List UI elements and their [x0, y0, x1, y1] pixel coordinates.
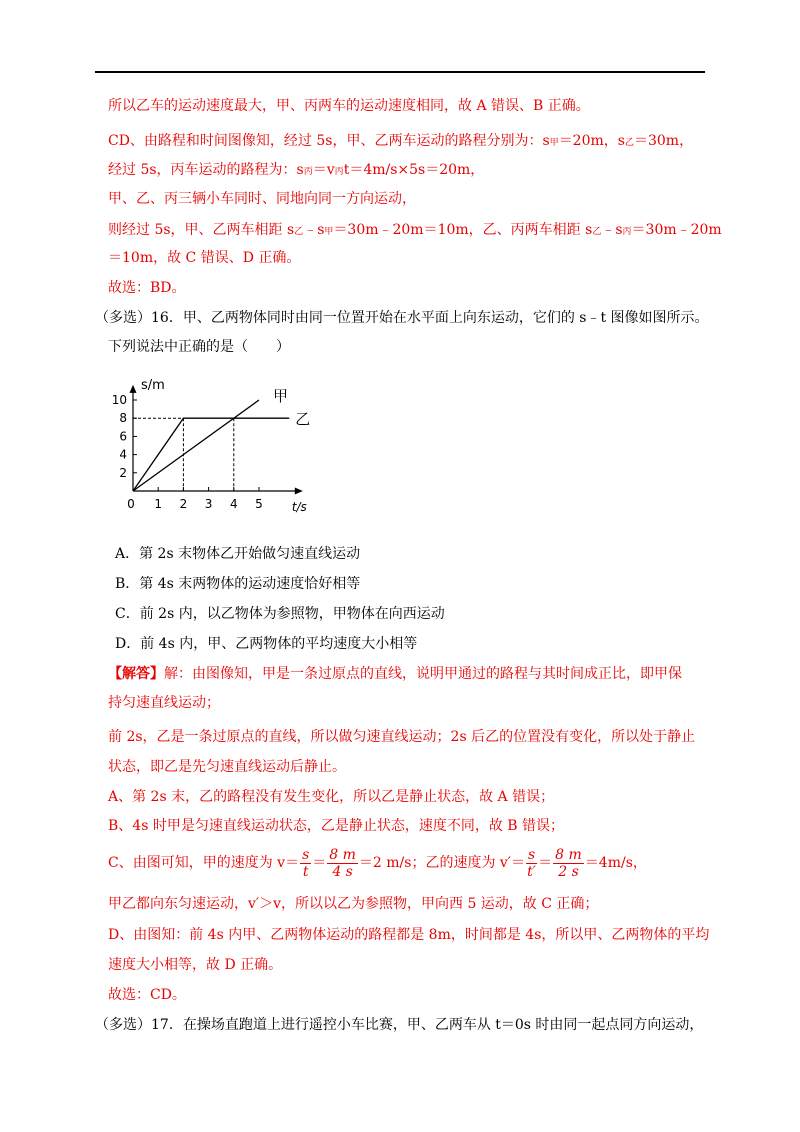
x-tick-label: 3 [204, 497, 213, 511]
header-rule [95, 71, 705, 73]
fraction-8m-over-4s: $\frac{8 m}{4 s}$ [329, 846, 356, 880]
s-t-chart [110, 362, 340, 522]
fraction-s-over-t: $\frac{s}{t}$ [302, 846, 310, 880]
y-axis-label: s/m [141, 377, 165, 393]
fraction-8m-over-2s: $\frac{8 m}{2 s}$ [555, 846, 582, 880]
solution-line-6: B、4s 时甲是匀速直线运动状态，乙是静止状态，速度不同，故 B 错误； [108, 818, 565, 834]
series-line-yi [133, 418, 289, 491]
option-a: A．第 2s 末物体乙开始做匀速直线运动 [115, 546, 361, 562]
prev-answer-choice: 故选：BD。 [108, 280, 186, 296]
solution-line-2: 持匀速直线运动； [108, 695, 220, 711]
solution-line-1: 【解答】解：由图像知，甲是一条过原点的直线，说明甲通过的路程与其时间成正比，即甲保 [108, 666, 682, 682]
series-label-jia: 甲 [273, 387, 289, 405]
y-tick-label: 10 [111, 393, 127, 407]
solution-line-4: 状态，即乙是先匀速直线运动后静止。 [108, 759, 346, 775]
solution-line-9: D、由图知：前 4s 内甲、乙两物体运动的路程都是 8m，时间都是 4s，所以甲、乙两物体的平均 [108, 927, 710, 943]
prev-answer-line-5: 则经过 5s，甲、乙两车相距 s乙﹣s甲＝30m﹣20m＝10m，乙、丙两车相距 s乙﹣s丙＝30m﹣20m [108, 222, 722, 238]
x-tick-label: 2 [179, 497, 188, 511]
x-tick-label: 4 [229, 497, 238, 511]
x-tick-label: 0 [127, 497, 135, 511]
y-tick-label: 6 [119, 429, 127, 444]
option-b: B．第 4s 末两物体的运动速度恰好相等 [115, 576, 361, 592]
prev-answer-line-3: 经过 5s，丙车运动的路程为：s丙＝v丙t＝4m/s×5s＝20m， [108, 162, 485, 178]
x-tick-label: 1 [154, 497, 163, 511]
solution-line-3: 前 2s，乙是一条过原点的直线，所以做匀速直线运动；2s 后乙的位置没有变化，所以处于静止 [108, 729, 696, 745]
prev-answer-line-1: 所以乙车的运动速度最大，甲、丙两车的运动速度相同，故 A 错误、B 正确。 [108, 98, 590, 114]
prev-answer-line-6: ＝10m，故 C 错误、D 正确。 [108, 250, 301, 266]
y-axis-arrow [130, 385, 137, 393]
solution-line-8: 甲乙都向东匀速运动，v′＞v，所以以乙为参照物，甲向西 5 运动，故 C 正确； [108, 896, 599, 912]
y-tick-label: 4 [119, 447, 127, 462]
solution-choice: 故选：CD。 [108, 987, 186, 1003]
y-tick-label: 8 [119, 411, 127, 426]
option-d: D．前 4s 内，甲、乙两物体的平均速度大小相等 [115, 636, 418, 652]
option-c: C．前 2s 内，以乙物体为参照物，甲物体在向西运动 [115, 606, 445, 622]
y-tick-label: 2 [119, 465, 127, 480]
prev-answer-line-2: CD、由路程和时间图像知，经过 5s，甲、乙两车运动的路程分别为：s甲＝20m，s乙＝30m， [108, 133, 694, 149]
question-17-stem: （多选）17．在操场直跑道上进行遥控小车比赛，甲、乙两车从 t＝0s 时由同一起点同方向运动， [95, 1017, 704, 1033]
x-axis-arrow [295, 488, 303, 495]
prev-answer-line-4: 甲、乙、丙三辆小车同时、同地向同一方向运动， [108, 191, 416, 207]
answer-tag: 【解答】 [108, 666, 164, 682]
series-line-jia [133, 400, 259, 491]
x-axis-label: t/s [291, 500, 307, 514]
solution-line-5: A、第 2s 末，乙的路程没有发生变化，所以乙是静止状态，故 A 错误； [108, 789, 555, 805]
x-tick-label: 5 [255, 497, 263, 511]
solution-line-7: C、由图可知，甲的速度为 v＝ $\frac{s}{t}$ ＝ $\frac{8 m}{4 s}$ ＝2 m/s；乙的速度为 v′＝ $\frac{s}{t'}$ ＝ $\frac{8 m}{2 s}$ ＝4m/s， [108, 846, 647, 880]
fraction-s-over-t-prime: $\frac{s}{t'}$ [527, 846, 536, 880]
solution-line-10: 速度大小相等，故 D 正确。 [108, 957, 283, 973]
question-16-stem: （多选）16．甲、乙两物体同时由同一位置开始在水平面上向东运动，它们的 s﹣t 图像如图所示。 [95, 310, 709, 326]
series-label-yi: 乙 [295, 410, 311, 429]
question-16-stem-cont: 下列说法中正确的是（ ） [108, 339, 290, 355]
